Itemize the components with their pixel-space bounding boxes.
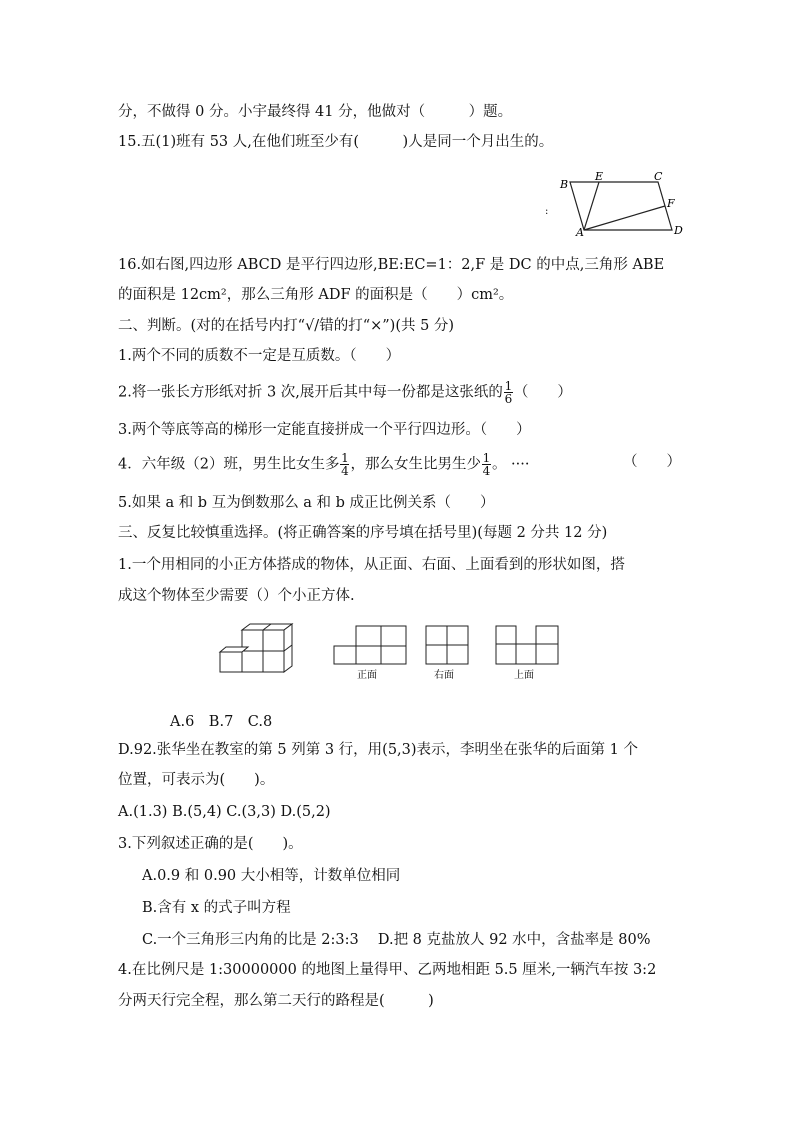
parallelogram-figure [540, 172, 690, 238]
text-line: 的面积是 12cm²，那么三角形 ADF 的面积是（ ）cm²。 [118, 287, 514, 303]
judge-4-text-b: ，那么女生比男生少 [350, 456, 481, 473]
top-view-figure [494, 624, 564, 684]
label-f: F [667, 197, 675, 210]
judge-2-text: 2.将一张长方形纸对折 3 次,展开后其中每一份都是这张纸的 [118, 384, 503, 401]
fraction-one-fourth-a: $\frac{1}{4}$ [341, 451, 349, 478]
judge-2-bracket: （ ） [513, 384, 572, 401]
section-3-heading: 三、反复比较慎重选择。(将正确答案的序号填在括号里)(每题 2 分共 12 分) [118, 525, 608, 541]
parallelogram-abcd [570, 182, 672, 230]
question-16: 16.如右图,四边形 ABCD 是平行四边形,BE:EC=1：2,F 是 DC 的中点,三角形 ABE [118, 257, 665, 273]
right-view-label: 右面 [434, 670, 454, 681]
judge-4-text-a: 4．六年级（2）班，男生比女生多 [118, 456, 340, 473]
choice-1-options: A.6 B.7 C.8 [170, 714, 273, 730]
choice-2-options: A.(1.3) B.(5,4) C.(3,3) D.(5,2) [118, 804, 331, 820]
judge-4-bracket: （ ） [623, 454, 681, 470]
right-view-figure [424, 624, 474, 684]
label-e: E [595, 170, 604, 183]
fraction-one-sixth: $\frac{1}{6}$ [504, 379, 513, 406]
front-view-figure [332, 624, 412, 684]
top-view-label: 上面 [514, 670, 534, 681]
choice-3-option-a: A.0.9 和 0.90 大小相等，计数单位相同 [142, 868, 401, 884]
text-line: 分两天行完全程，那么第二天行的路程是( ) [118, 993, 434, 1009]
choice-1: 1.一个用相同的小正方体搭成的物体，从正面、右面、上面看到的形状如图，搭 [118, 557, 625, 573]
text-line: 成这个物体至少需要（）个小正方体. [118, 588, 355, 604]
front-view-label: 正面 [357, 670, 377, 681]
choice-4: 4.在比例尺是 1:30000000 的地图上量得甲、乙两地相距 5.5 厘米,一辆汽车按 3:2 [118, 962, 657, 978]
choice-2: D.92.张华坐在教室的第 5 列第 3 行，用(5,3)表示，李明坐在张华的后面第 1 个 [118, 742, 638, 758]
text-line: 位置，可表示为( )。 [118, 772, 275, 788]
question-15: 15.五(1)班有 53 人,在他们班至少有( )人是同一个月出生的。 [118, 134, 554, 150]
judge-3: 3.两个等底等高的梯形一定能直接拼成一个平行四边形。（ ） [118, 422, 531, 438]
section-2-heading: 二、判断。(对的在括号内打“√/错的打“×”)(共 5 分) [118, 318, 455, 334]
choice-3-option-b: B.含有 x 的式子叫方程 [142, 900, 291, 916]
label-c: C [654, 170, 663, 183]
cube-stack-figure [214, 622, 304, 682]
judge-1: 1.两个不同的质数不一定是互质数。（ ） [118, 348, 401, 364]
label-b: B [560, 178, 569, 191]
judge-5: 5.如果 a 和 b 互为倒数那么 a 和 b 成正比例关系（ ） [118, 495, 495, 511]
stray-mark: : [545, 206, 549, 217]
segment-af [584, 206, 665, 230]
choice-3-options-cd: C.一个三角形三内角的比是 2:3:3 D.把 8 克盐放人 92 水中，含盐率是 80% [142, 932, 651, 948]
judge-4-text-c: 。 ···· [491, 456, 530, 473]
text-line: 分，不做得 0 分。小宇最终得 41 分，他做对（ ）题。 [118, 104, 513, 120]
judge-2 [118, 380, 572, 405]
label-a: A [576, 226, 584, 239]
judge-4 [118, 451, 681, 478]
choice-3: 3.下列叙述正确的是( )。 [118, 836, 303, 852]
label-d: D [674, 224, 683, 237]
fraction-one-fourth-b: $\frac{1}{4}$ [482, 451, 491, 478]
segment-ae [584, 182, 599, 230]
